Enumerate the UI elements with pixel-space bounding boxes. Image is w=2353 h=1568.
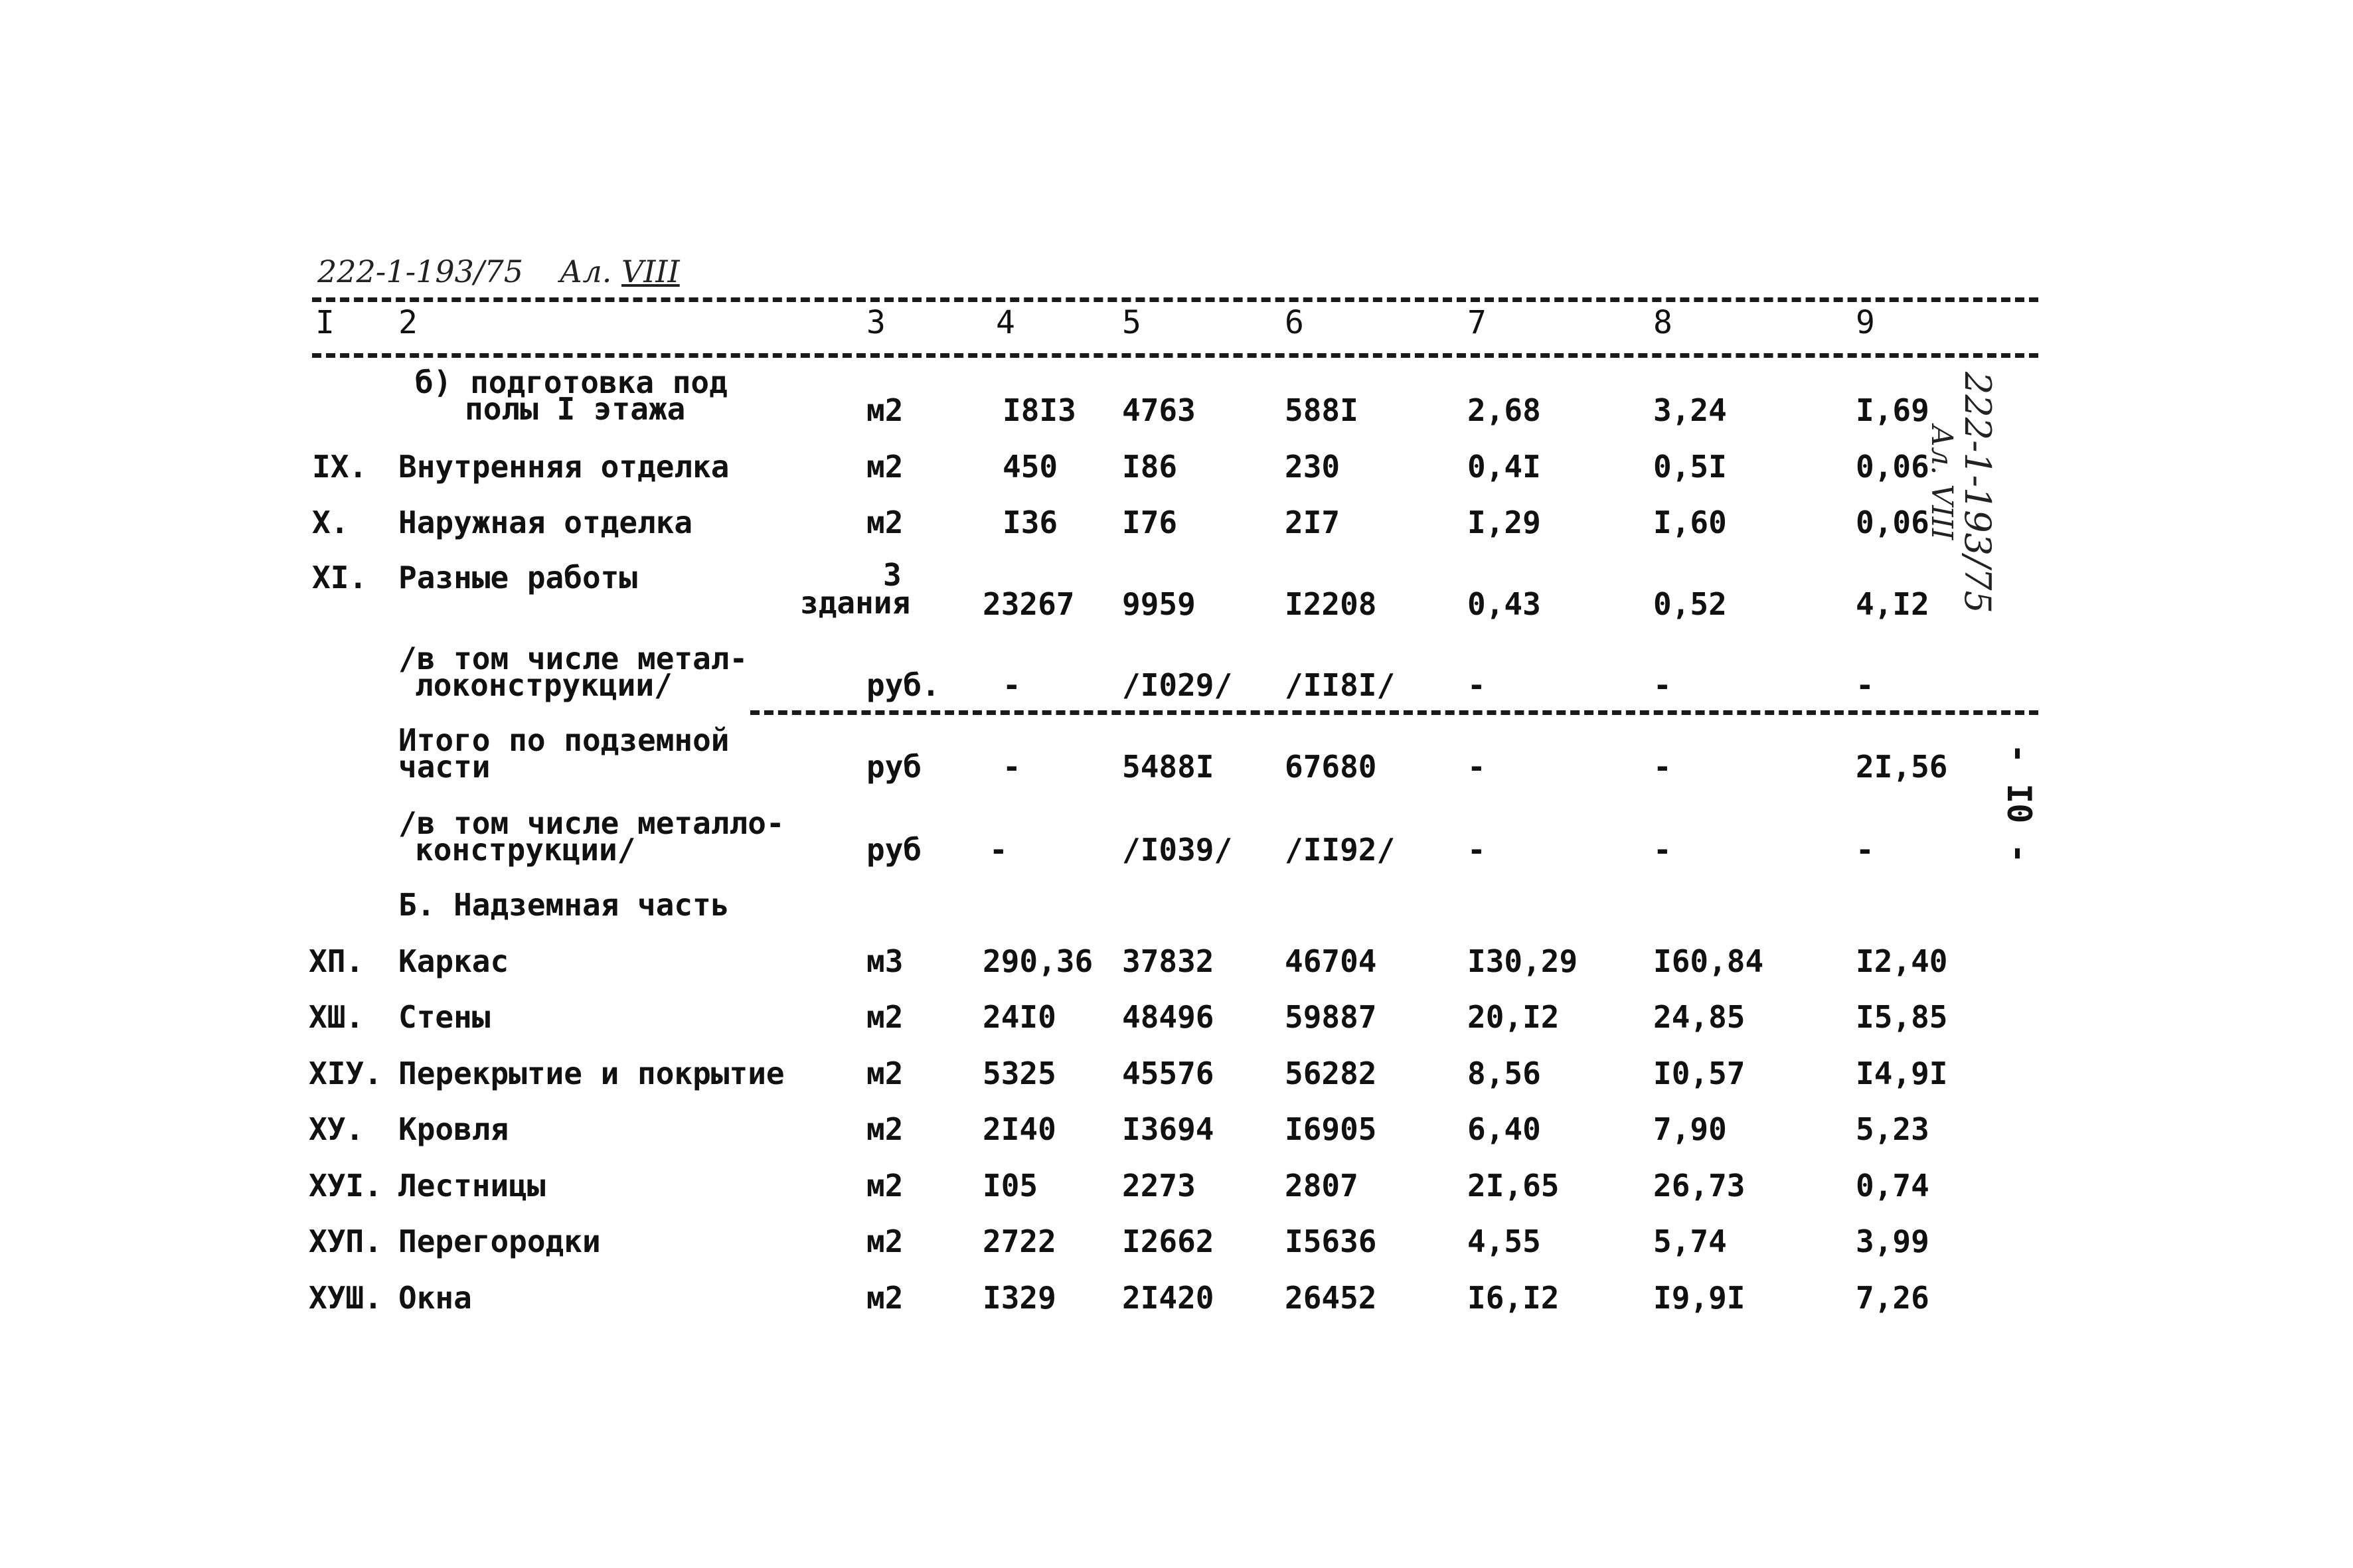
cell-col4: 5325 <box>983 1056 1056 1091</box>
cell-col4: - <box>989 832 1008 868</box>
row-unit: м2 <box>866 1056 904 1091</box>
cell-col6: /II92/ <box>1285 832 1396 868</box>
cell-col5: /I039/ <box>1122 832 1233 868</box>
page-number: - I0 - <box>2000 744 2038 864</box>
cell-col8: I9,9I <box>1653 1280 1745 1316</box>
cell-col4: I329 <box>983 1280 1056 1316</box>
header-top-rule <box>312 297 2038 302</box>
cell-col6: 2807 <box>1285 1168 1358 1204</box>
row-number: Х. <box>312 505 349 540</box>
row-unit: м2 <box>866 449 904 485</box>
cell-col8: I60,84 <box>1653 943 1764 979</box>
cell-col7: I6,I2 <box>1467 1280 1560 1316</box>
cell-col9: 0,06 <box>1856 449 1929 485</box>
cell-col6: 2I7 <box>1285 505 1340 540</box>
col-header-7: 7 <box>1467 304 1487 341</box>
cell-col9: 5,23 <box>1856 1111 1929 1147</box>
col-header-3: 3 <box>866 304 886 341</box>
row-unit: м2 <box>866 1223 904 1259</box>
cell-col6: 67680 <box>1285 749 1377 785</box>
row-number: ХIУ. <box>309 1056 382 1091</box>
row-unit: м2 <box>866 392 904 428</box>
cell-col8: 0,5I <box>1653 449 1727 485</box>
cell-col5: 45576 <box>1122 1056 1214 1091</box>
cell-col9: - <box>1856 667 1874 703</box>
col-header-1: I <box>315 304 335 341</box>
row-unit: м2 <box>866 1168 904 1204</box>
cell-col7: - <box>1467 749 1486 785</box>
row-name: Наружная отделка <box>398 505 693 540</box>
row-number: ХУ. <box>309 1111 365 1147</box>
cell-col5: 5488I <box>1122 749 1214 785</box>
col-header-4: 4 <box>996 304 1015 341</box>
cell-col5: 9959 <box>1122 586 1196 622</box>
row-name: /в том числе метал- <box>398 641 748 676</box>
cell-col6: I2208 <box>1285 586 1377 622</box>
cell-col9: 0,74 <box>1856 1168 1929 1204</box>
cell-col4: I8I3 <box>1003 392 1076 428</box>
margin-document-code: 222-1-193/75 <box>1957 372 1998 613</box>
row-name: Разные работы <box>398 560 638 595</box>
cell-col7: 8,56 <box>1467 1056 1541 1091</box>
cell-col8: 0,52 <box>1653 586 1727 622</box>
cell-col5: I2662 <box>1122 1223 1214 1259</box>
sheet-prefix: Ал. <box>559 254 612 289</box>
cell-col7: - <box>1467 832 1486 868</box>
cell-col8: 24,85 <box>1653 999 1745 1035</box>
document-code-text: 222-1-193/75 <box>317 254 523 289</box>
cell-col7: 0,4I <box>1467 449 1541 485</box>
cell-col9: 2I,56 <box>1856 749 1948 785</box>
cell-col6: /II8I/ <box>1285 667 1396 703</box>
cell-col6: 230 <box>1285 449 1340 485</box>
cell-col9: 3,99 <box>1856 1223 1929 1259</box>
cell-col9: 4,I2 <box>1856 586 1929 622</box>
row-number: ХУШ. <box>309 1280 382 1316</box>
cell-col6: 588I <box>1285 392 1358 428</box>
cell-col4: I05 <box>983 1168 1038 1204</box>
row-name: Кровля <box>398 1111 509 1147</box>
cell-col6: 46704 <box>1285 943 1377 979</box>
cell-col4: I36 <box>1003 505 1058 540</box>
subtotal-rule <box>750 710 2038 715</box>
cell-col5: 37832 <box>1122 943 1214 979</box>
row-name: Внутренняя отделка <box>398 449 730 485</box>
cell-col9: 7,26 <box>1856 1280 1929 1316</box>
cell-col4: 450 <box>1003 449 1058 485</box>
row-name: Перегородки <box>398 1223 601 1259</box>
cell-col4: 23267 <box>983 586 1075 622</box>
row-number: ХП. <box>309 943 365 979</box>
row-unit: руб <box>866 832 922 868</box>
cell-col8: 3,24 <box>1653 392 1727 428</box>
row-name: Окна <box>398 1280 472 1316</box>
row-name: б) подготовка под <box>415 364 728 400</box>
margin-sheet-label: Ал. VIII <box>1925 425 1959 540</box>
row-unit-count: 3 <box>883 557 902 593</box>
cell-col6: 26452 <box>1285 1280 1377 1316</box>
row-name: Итого по подземной <box>398 722 730 758</box>
cell-col5: 2I420 <box>1122 1280 1214 1316</box>
row-unit: м2 <box>866 999 904 1035</box>
cell-col9: I5,85 <box>1856 999 1948 1035</box>
cell-col6: I5636 <box>1285 1223 1377 1259</box>
row-number: ХУП. <box>309 1223 382 1259</box>
row-unit: м2 <box>866 1111 904 1147</box>
cell-col5: I86 <box>1122 449 1178 485</box>
cell-col8: - <box>1653 832 1672 868</box>
cell-col4: 24I0 <box>983 999 1056 1035</box>
cell-col4: 290,36 <box>983 943 1094 979</box>
row-name-line2: локонструкции/ <box>415 667 673 703</box>
cell-col5: I76 <box>1122 505 1178 540</box>
header-bottom-rule <box>312 353 2038 358</box>
cell-col8: 26,73 <box>1653 1168 1745 1204</box>
cell-col6: 59887 <box>1285 999 1377 1035</box>
cell-col7: 0,43 <box>1467 586 1541 622</box>
col-header-9: 9 <box>1856 304 1875 341</box>
section-heading: Б. Надземная часть <box>398 887 730 923</box>
col-header-5: 5 <box>1122 304 1141 341</box>
cell-col8: - <box>1653 749 1672 785</box>
cell-col7: - <box>1467 667 1486 703</box>
document-code <box>317 254 680 289</box>
row-name: Лестницы <box>398 1168 546 1204</box>
row-number: ХУI. <box>309 1168 382 1204</box>
row-name-line2: части <box>398 749 491 785</box>
row-name: Каркас <box>398 943 509 979</box>
row-name: Стены <box>398 999 491 1035</box>
row-name-line2: полы I этажа <box>465 391 686 427</box>
row-unit: руб <box>866 749 922 785</box>
cell-col9: I4,9I <box>1856 1056 1948 1091</box>
cell-col7: 2I,65 <box>1467 1168 1560 1204</box>
cell-col6: 56282 <box>1285 1056 1377 1091</box>
cell-col9: - <box>1856 832 1874 868</box>
cell-col7: 4,55 <box>1467 1223 1541 1259</box>
cell-col7: 2,68 <box>1467 392 1541 428</box>
cell-col7: I,29 <box>1467 505 1541 540</box>
cell-col4: - <box>1003 667 1021 703</box>
cell-col8: 7,90 <box>1653 1111 1727 1147</box>
row-unit: здания <box>800 585 911 621</box>
cell-col4: - <box>1003 749 1021 785</box>
row-unit: м3 <box>866 943 904 979</box>
cell-col9: I2,40 <box>1856 943 1948 979</box>
row-number: IХ. <box>312 449 368 485</box>
cell-col5: I3694 <box>1122 1111 1214 1147</box>
sheet-number: VIII <box>621 254 680 289</box>
cell-col9: 0,06 <box>1856 505 1929 540</box>
sheet-label <box>560 254 680 289</box>
row-unit: руб. <box>866 667 940 703</box>
cell-col9: I,69 <box>1856 392 1929 428</box>
cell-col5: /I029/ <box>1122 667 1233 703</box>
cell-col6: I6905 <box>1285 1111 1377 1147</box>
cell-col7: I30,29 <box>1467 943 1578 979</box>
cell-col7: 6,40 <box>1467 1111 1541 1147</box>
cell-col8: I,60 <box>1653 505 1727 540</box>
row-number: ХI. <box>312 560 368 595</box>
row-name-line2: конструкции/ <box>415 832 636 868</box>
row-unit: м2 <box>866 505 904 540</box>
cell-col4: 2722 <box>983 1223 1056 1259</box>
cell-col5: 4763 <box>1122 392 1196 428</box>
cell-col7: 20,I2 <box>1467 999 1560 1035</box>
row-name: /в том числе металло- <box>398 805 785 841</box>
row-unit: м2 <box>866 1280 904 1316</box>
cell-col8: I0,57 <box>1653 1056 1745 1091</box>
row-name: Перекрытие и покрытие <box>398 1056 785 1091</box>
cell-col8: 5,74 <box>1653 1223 1727 1259</box>
cell-col5: 48496 <box>1122 999 1214 1035</box>
cell-col5: 2273 <box>1122 1168 1196 1204</box>
row-number: ХШ. <box>309 999 365 1035</box>
cell-col4: 2I40 <box>983 1111 1056 1147</box>
col-header-6: 6 <box>1285 304 1304 341</box>
col-header-8: 8 <box>1653 304 1672 341</box>
cell-col8: - <box>1653 667 1672 703</box>
col-header-2: 2 <box>398 304 418 341</box>
